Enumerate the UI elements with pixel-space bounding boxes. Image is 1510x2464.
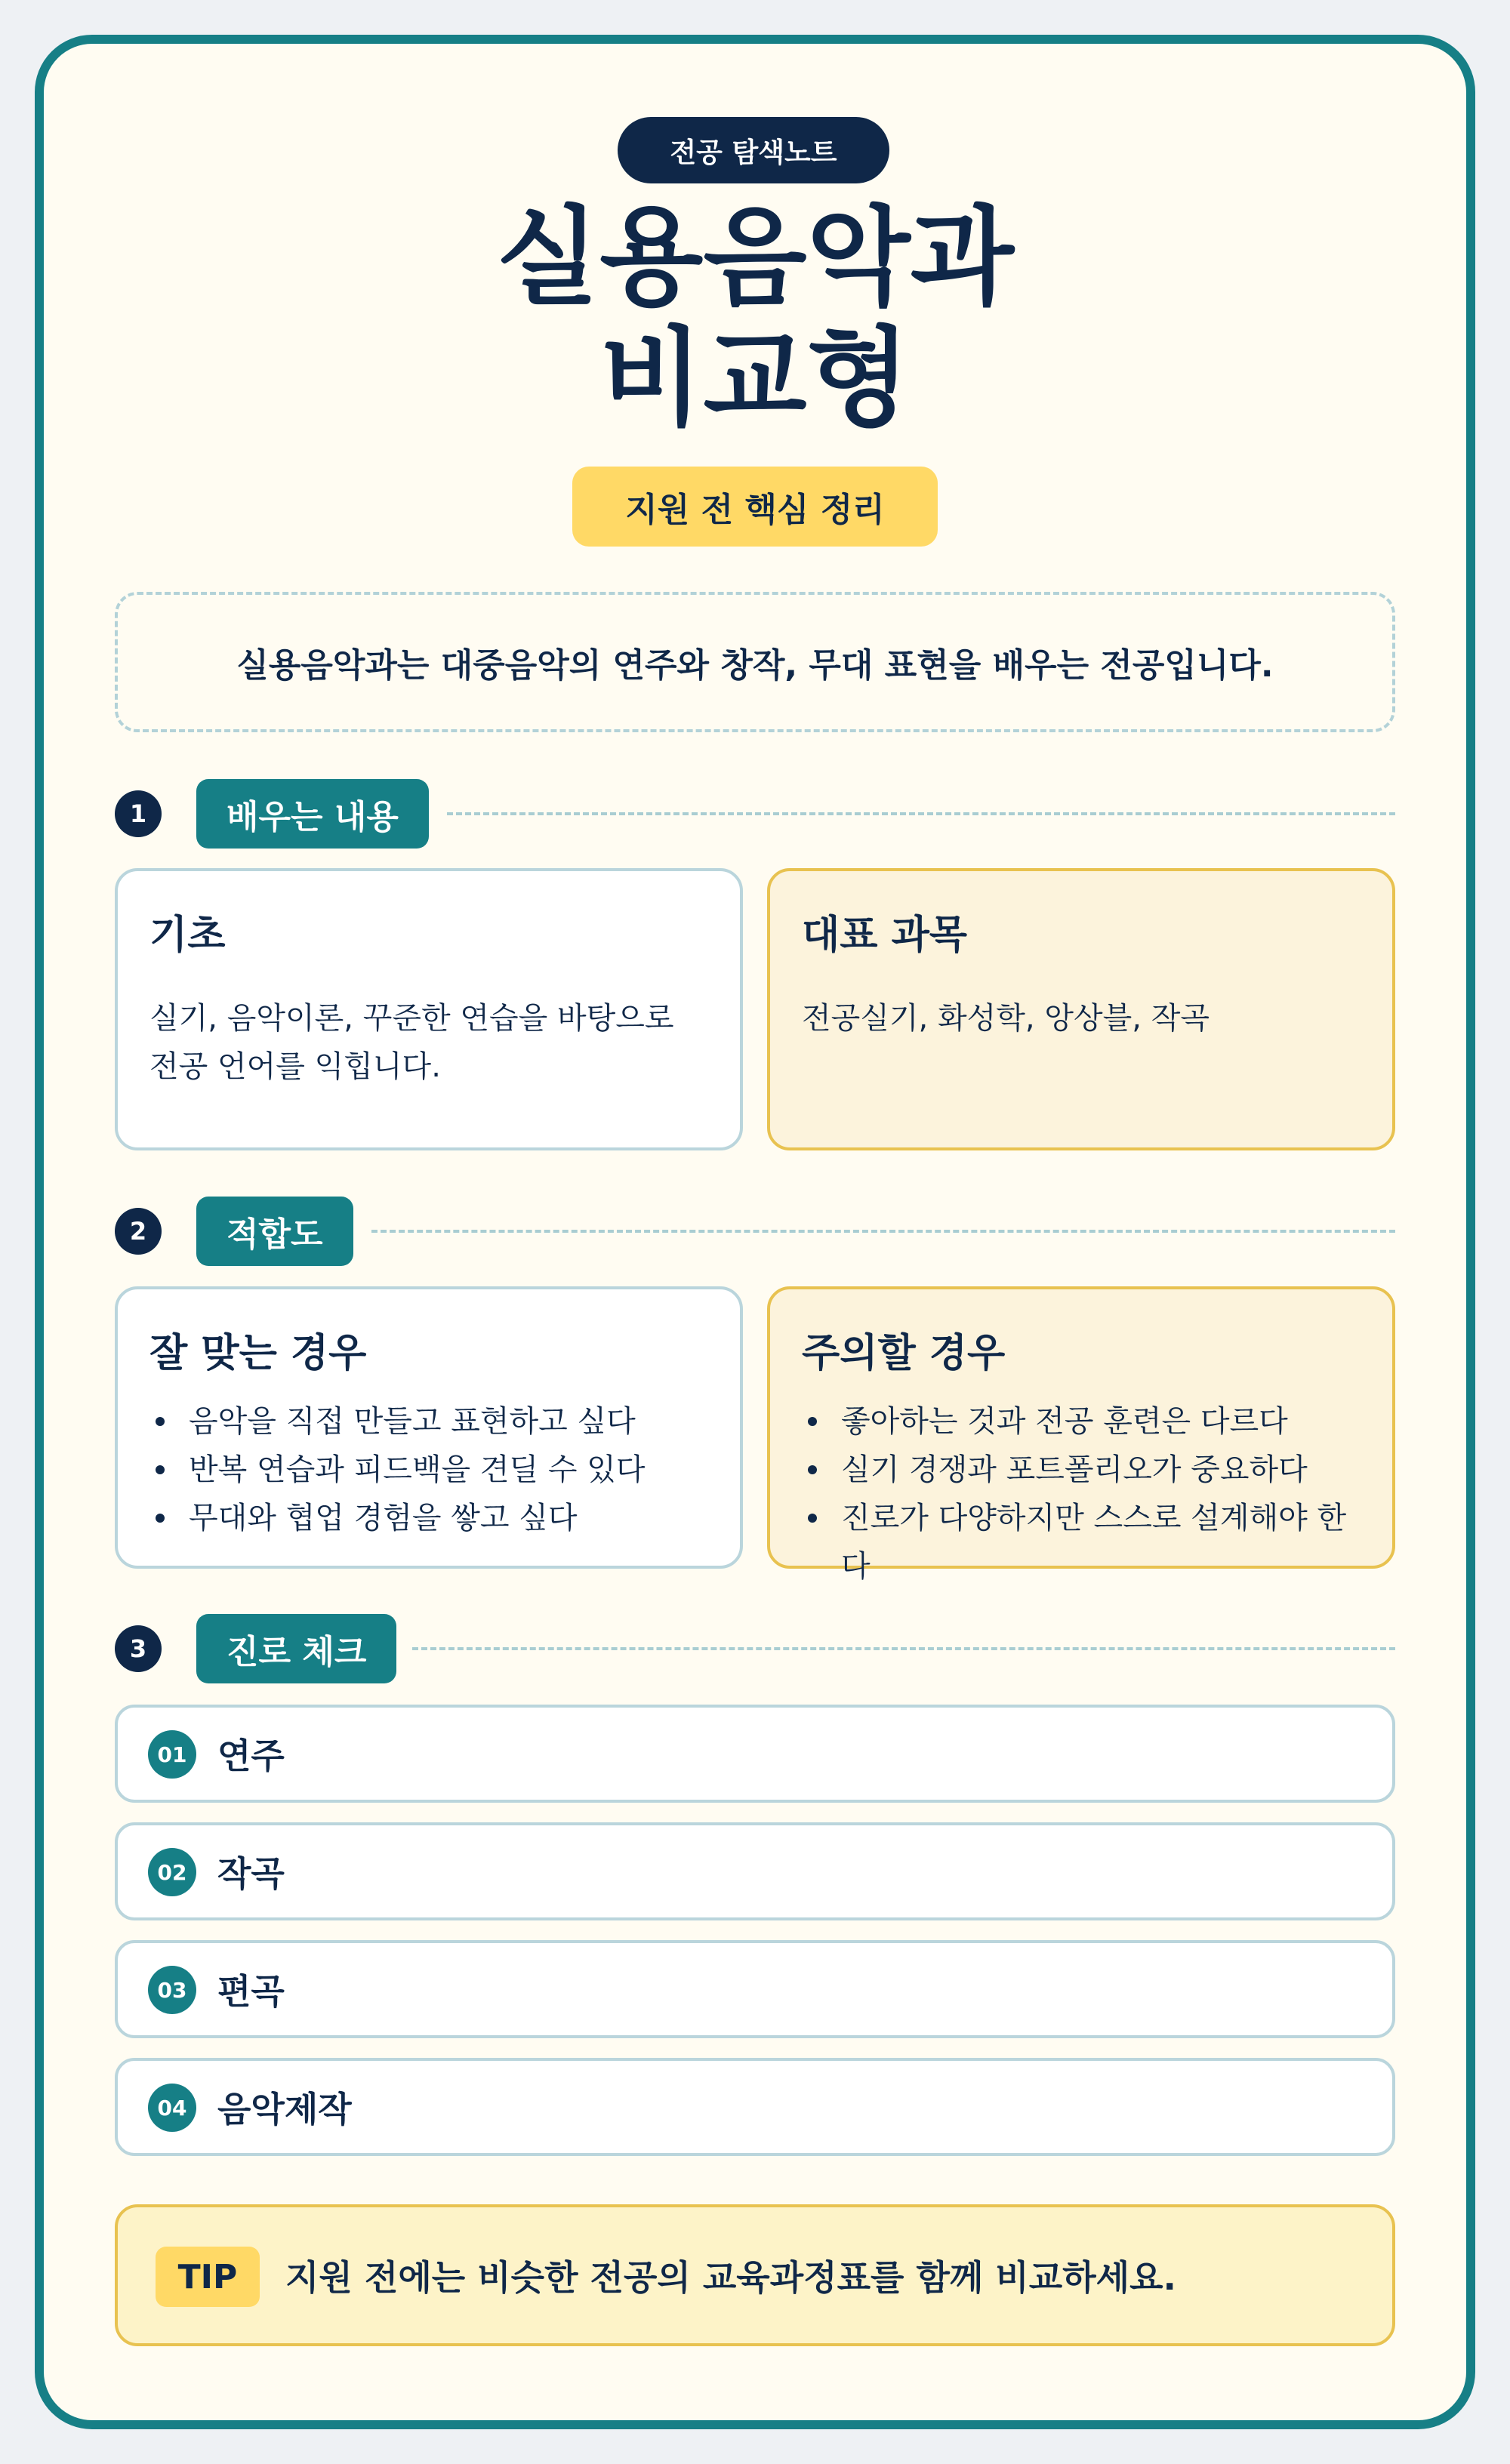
good-fit-box [115,1286,743,1569]
career-number-badge: 04 [148,2084,196,2132]
career-label: 연주 [217,1736,285,1776]
list-item: 좋아하는 것과 전공 훈련은 다르다 [802,1397,1361,1446]
good-fit-list [149,1397,708,1542]
career-item [115,1940,1395,2038]
tip-box [115,2204,1395,2346]
section-number: 2 [115,1208,162,1255]
subtitle-badge: 지원 전 핵심 정리 [572,467,938,547]
courses-text: 전공실기, 화성학, 앙상블, 작곡 [802,1001,1210,1036]
section-learn-header [115,779,1395,849]
section-label: 진로 체크 [196,1614,396,1683]
caution-list [802,1397,1361,1591]
section-fit-header [115,1197,1395,1266]
list-item: 진로가 다양하지만 스스로 설계해야 한다 [802,1494,1361,1591]
caution-box [767,1286,1395,1584]
intro-box: 실용음악과는 대중음악의 연주와 창작, 무대 표현을 배우는 전공입니다. [115,592,1395,732]
career-label: 음악제작 [217,2089,352,2130]
title-line-1: 실용음악과 [496,196,1014,320]
section-career-header [115,1614,1395,1683]
courses-title: 대표 과목 [802,913,968,958]
section-label: 배우는 내용 [196,779,429,849]
career-label: 편곡 [217,1971,285,2012]
career-number-badge: 02 [148,1848,196,1896]
page-title [0,198,1510,439]
caution-title: 주의할 경우 [802,1331,1006,1376]
list-item: 음악을 직접 만들고 표현하고 싶다 [149,1397,708,1446]
good-fit-title: 잘 맞는 경우 [149,1331,367,1376]
section-number: 3 [115,1625,162,1672]
tip-badge: TIP [156,2247,260,2307]
career-item [115,1822,1395,1920]
section-divider [447,812,1395,815]
tip-text: 지원 전에는 비슷한 전공의 교육과정표를 함께 비교하세요. [285,2257,1177,2298]
career-item [115,2058,1395,2156]
basics-text: 실기, 음악이론, 꾸준한 연습을 바탕으로 전공 언어를 익힙니다. [149,1001,674,1084]
section-divider [412,1647,1395,1650]
header-badge: 전공 탐색노트 [618,117,889,183]
career-label: 작곡 [217,1853,285,1894]
section-divider [371,1230,1395,1233]
section-label: 적합도 [196,1197,353,1266]
title-line-2: 비교형 [599,316,911,441]
list-item: 반복 연습과 피드백을 견딜 수 있다 [149,1446,708,1494]
list-item: 실기 경쟁과 포트폴리오가 중요하다 [802,1446,1361,1494]
courses-box [767,868,1395,1150]
section-number: 1 [115,790,162,837]
list-item: 무대와 협업 경험을 쌓고 싶다 [149,1494,708,1542]
career-number-badge: 01 [148,1730,196,1779]
career-number-badge: 03 [148,1966,196,2014]
basics-box [115,868,743,1150]
basics-title: 기초 [149,913,226,958]
career-item [115,1705,1395,1803]
